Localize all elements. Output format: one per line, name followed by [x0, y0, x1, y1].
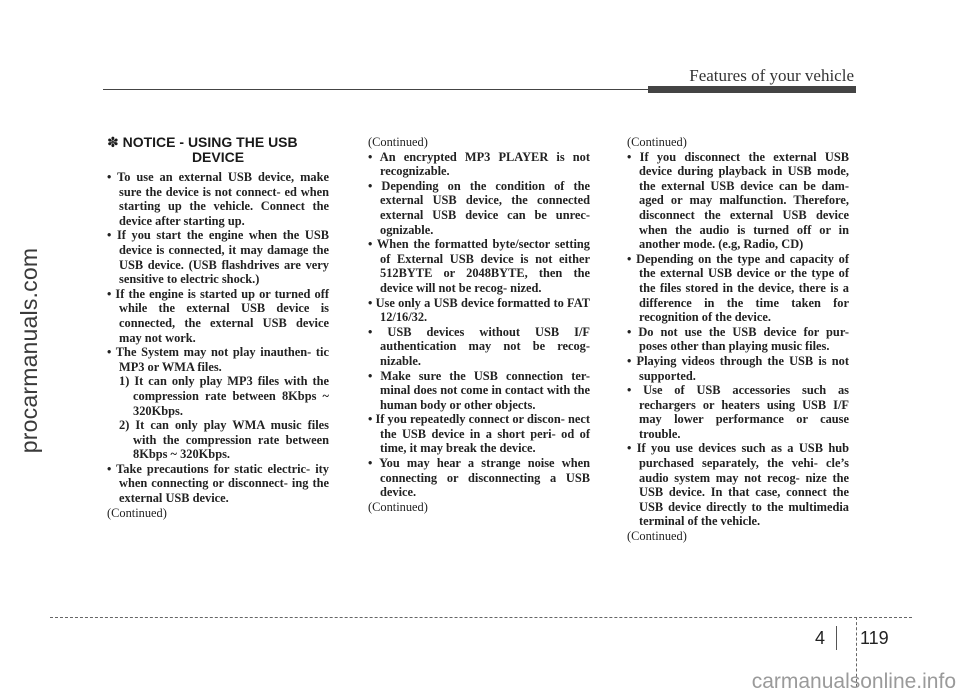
continued-label: (Continued)	[107, 505, 167, 520]
list-item: • You may hear a strange noise when connecting or disconnecting a USB device.	[368, 456, 590, 500]
continued-label: (Continued)	[627, 529, 687, 544]
list-item: • To use an external USB device, make sure the device is not connect- ed when starting up the vehicle. Connect the device after starting up.	[107, 170, 329, 228]
sub-list-item: 2) It can only play WMA music files with the compression rate between 8Kbps ~ 320Kbps.	[119, 418, 329, 462]
column-2	[368, 135, 590, 514]
list-item: • Use only a USB device formatted to FAT 12/16/32.	[368, 295, 590, 325]
list-item: • An encrypted MP3 PLAYER is not recognizable.	[368, 149, 590, 179]
list-item: • If you repeatedly connect or discon- nect the USB device in a short peri- od of time, it may break the device.	[368, 412, 590, 456]
watermark-text: procarmanuals.com	[16, 247, 43, 453]
header-bar	[648, 86, 856, 93]
list-item: • Make sure the USB connection ter- minal does not come in contact with the human body or other objects.	[368, 368, 590, 412]
page-number-separator	[836, 626, 837, 650]
continued-top-label: (Continued)	[627, 135, 687, 149]
page-number: 119	[860, 628, 889, 648]
continued-top-label: (Continued)	[368, 135, 428, 149]
continued-label: (Continued)	[368, 499, 428, 514]
notice-title-line1: ✽ NOTICE - USING THE USB	[107, 134, 298, 150]
notice-title	[107, 135, 329, 165]
footer-rule	[50, 617, 912, 618]
notice-title-line2: DEVICE	[191, 149, 245, 165]
header-rule	[103, 89, 648, 90]
list-item: • Depending on the condition of the external USB device, the connected external USB device can be unrec- ognizable.	[368, 178, 590, 237]
list-item: • Playing videos through the USB is not supported.	[627, 353, 849, 383]
list-item: • Take precautions for static electric- ity when connecting or disconnect- ing the external USB device.	[107, 461, 329, 506]
side-watermark	[10, 160, 50, 540]
list-item: • If you disconnect the external USB device during playback in USB mode, the external USB device can be dam- aged or may malfunction. Therefore, disconnect the external USB device when the audio is turned off or in another mode. (e.g, Radio, CD)	[627, 149, 849, 252]
sub-list-item: 1) It can only play MP3 files with the compression rate between 8Kbps ~ 320Kbps.	[119, 374, 329, 418]
list-item: • Use of USB accessories such as rechargers or heaters using USB I/F may lower performance or cause trouble.	[627, 383, 849, 441]
list-item: • When the formatted byte/sector setting of External USB device is not either 512BYTE or 2048BYTE, then the device will not be recog- nized.	[368, 237, 590, 295]
list-item: • If you use devices such as a USB hub purchased separately, the vehi- cle’s audio system may not recog- nize the USB device. In that case, connect the USB device directly to the multimedia terminal of the vehicle.	[627, 441, 849, 529]
list-item: • USB devices without USB I/F authentication may not be recog- nizable.	[368, 324, 590, 368]
list-item: • If you start the engine when the USB device is connected, it may damage the USB device. (USB flashdrives are very sensitive to electric shock.)	[107, 228, 329, 287]
column-3	[627, 135, 849, 544]
section-number: 4	[815, 628, 826, 648]
list-item: • Do not use the USB device for pur- poses other than playing music files.	[627, 324, 849, 354]
list-item: • Depending on the type and capacity of the external USB device or the type of the files stored in the device, there is a difference in the time taken for recognition of the device.	[627, 251, 849, 325]
column-1	[107, 135, 329, 520]
footer-site-watermark: carmanualsonline.info	[751, 670, 956, 693]
page-header-title: Features of your vehicle	[689, 66, 854, 85]
list-item: • If the engine is started up or turned off while the external USB device is connected, the external USB device may not work.	[107, 286, 329, 345]
list-item: • The System may not play inauthen- tic MP3 or WMA files.	[107, 345, 329, 374]
